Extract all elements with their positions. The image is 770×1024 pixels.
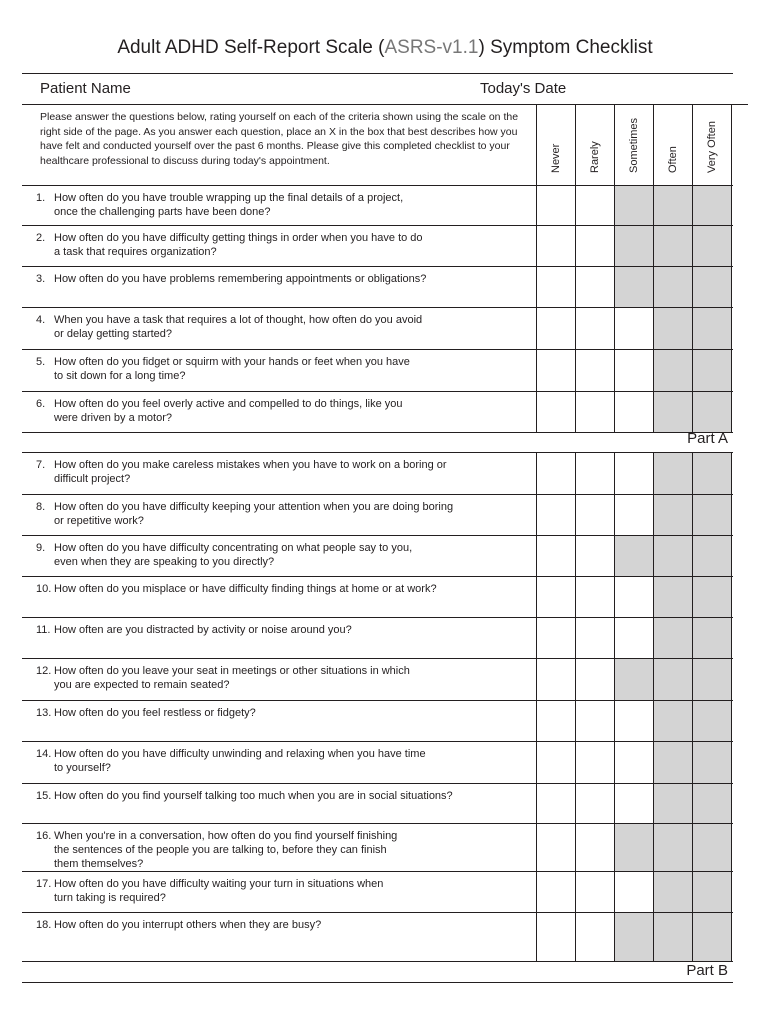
question-number: 12. bbox=[36, 665, 52, 677]
question-line bbox=[36, 411, 516, 425]
question-line bbox=[36, 397, 516, 411]
question-text: turn taking is required? bbox=[54, 892, 166, 904]
question-line bbox=[36, 205, 516, 219]
answer-box-rarely[interactable] bbox=[576, 186, 614, 225]
question-9 bbox=[36, 541, 516, 569]
header-rule bbox=[22, 73, 733, 74]
answer-box-never[interactable] bbox=[537, 392, 575, 432]
question-text: How often do you have difficulty unwinding and relaxing when you have time bbox=[54, 748, 426, 760]
question-line bbox=[36, 231, 516, 245]
answer-box-sometimes[interactable] bbox=[615, 618, 653, 658]
answer-box-often[interactable] bbox=[654, 453, 692, 494]
question-number: 16. bbox=[36, 830, 52, 842]
question-14 bbox=[36, 747, 516, 775]
question-17 bbox=[36, 877, 516, 905]
column-header-label: Never bbox=[549, 143, 562, 173]
answer-box-sometimes[interactable] bbox=[615, 577, 653, 617]
answer-box-often[interactable] bbox=[654, 267, 692, 307]
patient-name-label: Patient Name bbox=[40, 80, 131, 97]
question-line bbox=[36, 191, 516, 205]
column-header-label: Very Often bbox=[705, 121, 718, 173]
answer-box-very-often[interactable] bbox=[693, 226, 731, 266]
question-text: How often do you make careless mistakes when you have to work on a boring or bbox=[54, 459, 447, 471]
grid-column-line bbox=[536, 104, 537, 185]
grid-column-line bbox=[731, 104, 732, 185]
question-number: 3. bbox=[36, 273, 46, 285]
answer-box-never[interactable] bbox=[537, 872, 575, 912]
grid-column-line bbox=[731, 185, 732, 432]
answer-box-often[interactable] bbox=[654, 186, 692, 225]
answer-box-sometimes[interactable] bbox=[615, 308, 653, 349]
question-text: difficult project? bbox=[54, 473, 131, 485]
question-line bbox=[36, 789, 516, 803]
question-number: 11. bbox=[36, 624, 51, 636]
answer-box-very-often[interactable] bbox=[693, 350, 731, 391]
answer-box-very-often[interactable] bbox=[693, 659, 731, 700]
question-line bbox=[36, 891, 516, 905]
column-header-rarely bbox=[575, 107, 614, 185]
column-header-never bbox=[536, 107, 575, 185]
answer-box-rarely[interactable] bbox=[576, 536, 614, 576]
answer-box-rarely[interactable] bbox=[576, 742, 614, 783]
answer-box-rarely[interactable] bbox=[576, 350, 614, 391]
question-text: or repetitive work? bbox=[54, 515, 144, 527]
answer-box-very-often[interactable] bbox=[693, 186, 731, 225]
answer-box-never[interactable] bbox=[537, 350, 575, 391]
question-text: How often do you feel restless or fidgety? bbox=[54, 707, 256, 719]
answer-box-very-often[interactable] bbox=[693, 784, 731, 823]
grid-column-line bbox=[731, 452, 732, 961]
answer-box-rarely[interactable] bbox=[576, 784, 614, 823]
answer-box-often[interactable] bbox=[654, 784, 692, 823]
answer-box-very-often[interactable] bbox=[693, 308, 731, 349]
instructions: Please answer the questions below, rating yourself on each of the criteria shown using the scale on the right side of the page. As you answer each question, place an X in the box that best describes how you have felt and conducted yourself over the past 6 months. Please give this completed checklist to your healthcare professional to discuss during today's appointment. bbox=[40, 111, 519, 167]
question-text: How often do you find yourself talking too much when you are in social situations? bbox=[54, 790, 453, 802]
question-7 bbox=[36, 458, 516, 486]
question-line bbox=[36, 857, 516, 871]
question-number: 10. bbox=[36, 583, 52, 595]
question-text: even when they are speaking to you directly? bbox=[54, 556, 275, 568]
question-text: How often do you have difficulty getting things in order when you have to do bbox=[54, 232, 423, 244]
answer-box-often[interactable] bbox=[654, 618, 692, 658]
question-text: to sit down for a long time? bbox=[54, 370, 186, 382]
question-line bbox=[36, 472, 516, 486]
answer-box-never[interactable] bbox=[537, 577, 575, 617]
answer-box-sometimes[interactable] bbox=[615, 350, 653, 391]
question-line bbox=[36, 843, 516, 857]
answer-box-never[interactable] bbox=[537, 659, 575, 700]
column-header-very-often bbox=[692, 107, 731, 185]
question-line bbox=[36, 623, 516, 637]
answer-box-often[interactable] bbox=[654, 913, 692, 961]
grid-column-line bbox=[692, 185, 693, 432]
answer-box-rarely[interactable] bbox=[576, 267, 614, 307]
answer-box-very-often[interactable] bbox=[693, 536, 731, 576]
question-line bbox=[36, 369, 516, 383]
question-text: you are expected to remain seated? bbox=[54, 679, 230, 691]
answer-box-never[interactable] bbox=[537, 701, 575, 741]
answer-box-very-often[interactable] bbox=[693, 577, 731, 617]
answer-box-never[interactable] bbox=[537, 267, 575, 307]
answer-box-never[interactable] bbox=[537, 536, 575, 576]
answer-box-rarely[interactable] bbox=[576, 577, 614, 617]
answer-box-rarely[interactable] bbox=[576, 824, 614, 871]
question-number: 17. bbox=[36, 878, 52, 890]
answer-box-sometimes[interactable] bbox=[615, 495, 653, 535]
answer-box-sometimes[interactable] bbox=[615, 872, 653, 912]
question-text: How often do you have difficulty waiting your turn in situations when bbox=[54, 878, 384, 890]
grid-column-line bbox=[614, 185, 615, 432]
answer-box-very-often[interactable] bbox=[693, 824, 731, 871]
answer-box-sometimes[interactable] bbox=[615, 226, 653, 266]
answer-box-never[interactable] bbox=[537, 784, 575, 823]
answer-box-sometimes[interactable] bbox=[615, 701, 653, 741]
answer-box-never[interactable] bbox=[537, 824, 575, 871]
answer-box-often[interactable] bbox=[654, 392, 692, 432]
grid-column-line bbox=[575, 185, 576, 432]
question-line bbox=[36, 458, 516, 472]
question-10 bbox=[36, 582, 516, 596]
question-3 bbox=[36, 272, 516, 286]
grid-column-line bbox=[614, 104, 615, 185]
answer-box-never[interactable] bbox=[537, 453, 575, 494]
question-18 bbox=[36, 918, 516, 932]
question-line bbox=[36, 582, 516, 596]
answer-box-sometimes[interactable] bbox=[615, 659, 653, 700]
answer-box-sometimes[interactable] bbox=[615, 392, 653, 432]
answer-box-sometimes[interactable] bbox=[615, 536, 653, 576]
grid-column-line bbox=[536, 185, 537, 432]
question-12 bbox=[36, 664, 516, 692]
column-header-label: Sometimes bbox=[627, 117, 640, 173]
grid-column-line bbox=[575, 104, 576, 185]
question-number: 6. bbox=[36, 398, 46, 410]
answer-box-rarely[interactable] bbox=[576, 495, 614, 535]
question-text: them themselves? bbox=[54, 858, 144, 870]
answer-box-often[interactable] bbox=[654, 577, 692, 617]
part-b-bottom-rule bbox=[22, 982, 733, 983]
answer-box-often[interactable] bbox=[654, 308, 692, 349]
column-header-label: Often bbox=[666, 146, 679, 173]
grid-column-line bbox=[614, 452, 615, 961]
question-text: How often do you interrupt others when they are busy? bbox=[54, 919, 322, 931]
answer-box-never[interactable] bbox=[537, 618, 575, 658]
answer-box-never[interactable] bbox=[537, 913, 575, 961]
todays-date-label: Today's Date bbox=[480, 80, 567, 97]
question-2 bbox=[36, 231, 516, 259]
question-text: How often do you fidget or squirm with your hands or feet when you have bbox=[54, 356, 410, 368]
answer-box-often[interactable] bbox=[654, 536, 692, 576]
question-11 bbox=[36, 623, 516, 637]
answer-box-never[interactable] bbox=[537, 495, 575, 535]
answer-box-sometimes[interactable] bbox=[615, 784, 653, 823]
answer-box-very-often[interactable] bbox=[693, 495, 731, 535]
question-8 bbox=[36, 500, 516, 528]
answer-box-never[interactable] bbox=[537, 226, 575, 266]
patient-row-rule bbox=[22, 104, 748, 105]
answer-box-very-often[interactable] bbox=[693, 267, 731, 307]
grid-column-line bbox=[692, 452, 693, 961]
question-line bbox=[36, 500, 516, 514]
answer-box-never[interactable] bbox=[537, 308, 575, 349]
question-text: a task that requires organization? bbox=[54, 246, 217, 258]
column-header-sometimes bbox=[614, 107, 653, 185]
question-line bbox=[36, 272, 516, 286]
answer-box-very-often[interactable] bbox=[693, 701, 731, 741]
answer-box-very-often[interactable] bbox=[693, 453, 731, 494]
answer-box-often[interactable] bbox=[654, 350, 692, 391]
question-number: 8. bbox=[36, 501, 46, 513]
question-5 bbox=[36, 355, 516, 383]
question-number: 15. bbox=[36, 790, 52, 802]
answer-box-sometimes[interactable] bbox=[615, 453, 653, 494]
answer-box-never[interactable] bbox=[537, 186, 575, 225]
question-line bbox=[36, 877, 516, 891]
question-text: or delay getting started? bbox=[54, 328, 173, 340]
question-line bbox=[36, 327, 516, 341]
grid-column-line bbox=[692, 104, 693, 185]
question-line bbox=[36, 678, 516, 692]
answer-box-often[interactable] bbox=[654, 872, 692, 912]
question-text: How often do you have difficulty concentrating on what people say to you, bbox=[54, 542, 413, 554]
question-text: How often are you distracted by activity or noise around you? bbox=[54, 624, 352, 636]
question-text: How often do you have trouble wrapping up the final details of a project, bbox=[54, 192, 404, 204]
page-title bbox=[0, 37, 770, 59]
answer-box-often[interactable] bbox=[654, 226, 692, 266]
question-row-rule bbox=[22, 432, 733, 433]
answer-box-often[interactable] bbox=[654, 824, 692, 871]
question-text: How often do you feel overly active and compelled to do things, like you bbox=[54, 398, 403, 410]
question-text: How often do you misplace or have difficulty finding things at home or at work? bbox=[54, 583, 437, 595]
answer-box-sometimes[interactable] bbox=[615, 186, 653, 225]
question-line bbox=[36, 541, 516, 555]
grid-column-line bbox=[653, 104, 654, 185]
question-number: 18. bbox=[36, 919, 52, 931]
question-6 bbox=[36, 397, 516, 425]
question-line bbox=[36, 664, 516, 678]
question-line bbox=[36, 829, 516, 843]
answer-box-rarely[interactable] bbox=[576, 701, 614, 741]
question-text: How often do you have difficulty keeping your attention when you are doing boring bbox=[54, 501, 454, 513]
question-text: When you're in a conversation, how often do you find yourself finishing bbox=[54, 830, 398, 842]
question-text: When you have a task that requires a lot of thought, how often do you avoid bbox=[54, 314, 423, 326]
answer-box-sometimes[interactable] bbox=[615, 267, 653, 307]
question-number: 5. bbox=[36, 356, 46, 368]
question-line bbox=[36, 747, 516, 761]
grid-column-line bbox=[536, 452, 537, 961]
title-suffix: ) Symptom Checklist bbox=[478, 37, 653, 58]
question-number: 4. bbox=[36, 314, 46, 326]
question-line bbox=[36, 918, 516, 932]
question-number: 2. bbox=[36, 232, 46, 244]
question-16 bbox=[36, 829, 516, 871]
answer-box-very-often[interactable] bbox=[693, 392, 731, 432]
grid-column-line bbox=[653, 452, 654, 961]
grid-column-line bbox=[575, 452, 576, 961]
part-a-label: Part A bbox=[687, 430, 728, 447]
answer-box-rarely[interactable] bbox=[576, 392, 614, 432]
question-4 bbox=[36, 313, 516, 341]
answer-box-sometimes[interactable] bbox=[615, 824, 653, 871]
question-line bbox=[36, 514, 516, 528]
answer-box-often[interactable] bbox=[654, 659, 692, 700]
answer-box-rarely[interactable] bbox=[576, 453, 614, 494]
grid-column-line bbox=[653, 185, 654, 432]
answer-box-rarely[interactable] bbox=[576, 872, 614, 912]
answer-box-rarely[interactable] bbox=[576, 913, 614, 961]
question-number: 7. bbox=[36, 459, 46, 471]
question-text: were driven by a motor? bbox=[54, 412, 172, 424]
question-13 bbox=[36, 706, 516, 720]
question-line bbox=[36, 555, 516, 569]
question-text: to yourself? bbox=[54, 762, 111, 774]
question-15 bbox=[36, 789, 516, 803]
answer-box-rarely[interactable] bbox=[576, 618, 614, 658]
question-line bbox=[36, 355, 516, 369]
question-line bbox=[36, 761, 516, 775]
answer-box-sometimes[interactable] bbox=[615, 742, 653, 783]
question-line bbox=[36, 706, 516, 720]
question-number: 13. bbox=[36, 707, 52, 719]
answer-box-often[interactable] bbox=[654, 495, 692, 535]
question-text: once the challenging parts have been done? bbox=[54, 206, 271, 218]
question-number: 9. bbox=[36, 542, 46, 554]
answer-box-never[interactable] bbox=[537, 742, 575, 783]
column-header-often bbox=[653, 107, 692, 185]
part-b-label: Part B bbox=[686, 962, 728, 979]
question-number: 14. bbox=[36, 748, 52, 760]
question-text: the sentences of the people you are talking to, before they can finish bbox=[54, 844, 387, 856]
answer-box-rarely[interactable] bbox=[576, 226, 614, 266]
answer-box-very-often[interactable] bbox=[693, 872, 731, 912]
answer-box-rarely[interactable] bbox=[576, 308, 614, 349]
answer-box-very-often[interactable] bbox=[693, 618, 731, 658]
answer-box-often[interactable] bbox=[654, 701, 692, 741]
question-1 bbox=[36, 191, 516, 219]
question-line bbox=[36, 313, 516, 327]
question-text: How often do you leave your seat in meetings or other situations in which bbox=[54, 665, 410, 677]
column-header-label: Rarely bbox=[588, 141, 601, 173]
question-row-rule bbox=[22, 961, 733, 962]
part-a-bottom-rule bbox=[22, 452, 733, 453]
question-text: How often do you have problems remembering appointments or obligations? bbox=[54, 273, 427, 285]
question-line bbox=[36, 245, 516, 259]
answer-box-sometimes[interactable] bbox=[615, 913, 653, 961]
title-code: ASRS-v1.1 bbox=[384, 37, 479, 58]
answer-box-very-often[interactable] bbox=[693, 742, 731, 783]
answer-box-often[interactable] bbox=[654, 742, 692, 783]
title-prefix: Adult ADHD Self-Report Scale ( bbox=[117, 37, 385, 58]
answer-box-very-often[interactable] bbox=[693, 913, 731, 961]
answer-box-rarely[interactable] bbox=[576, 659, 614, 700]
question-number: 1. bbox=[36, 192, 46, 204]
